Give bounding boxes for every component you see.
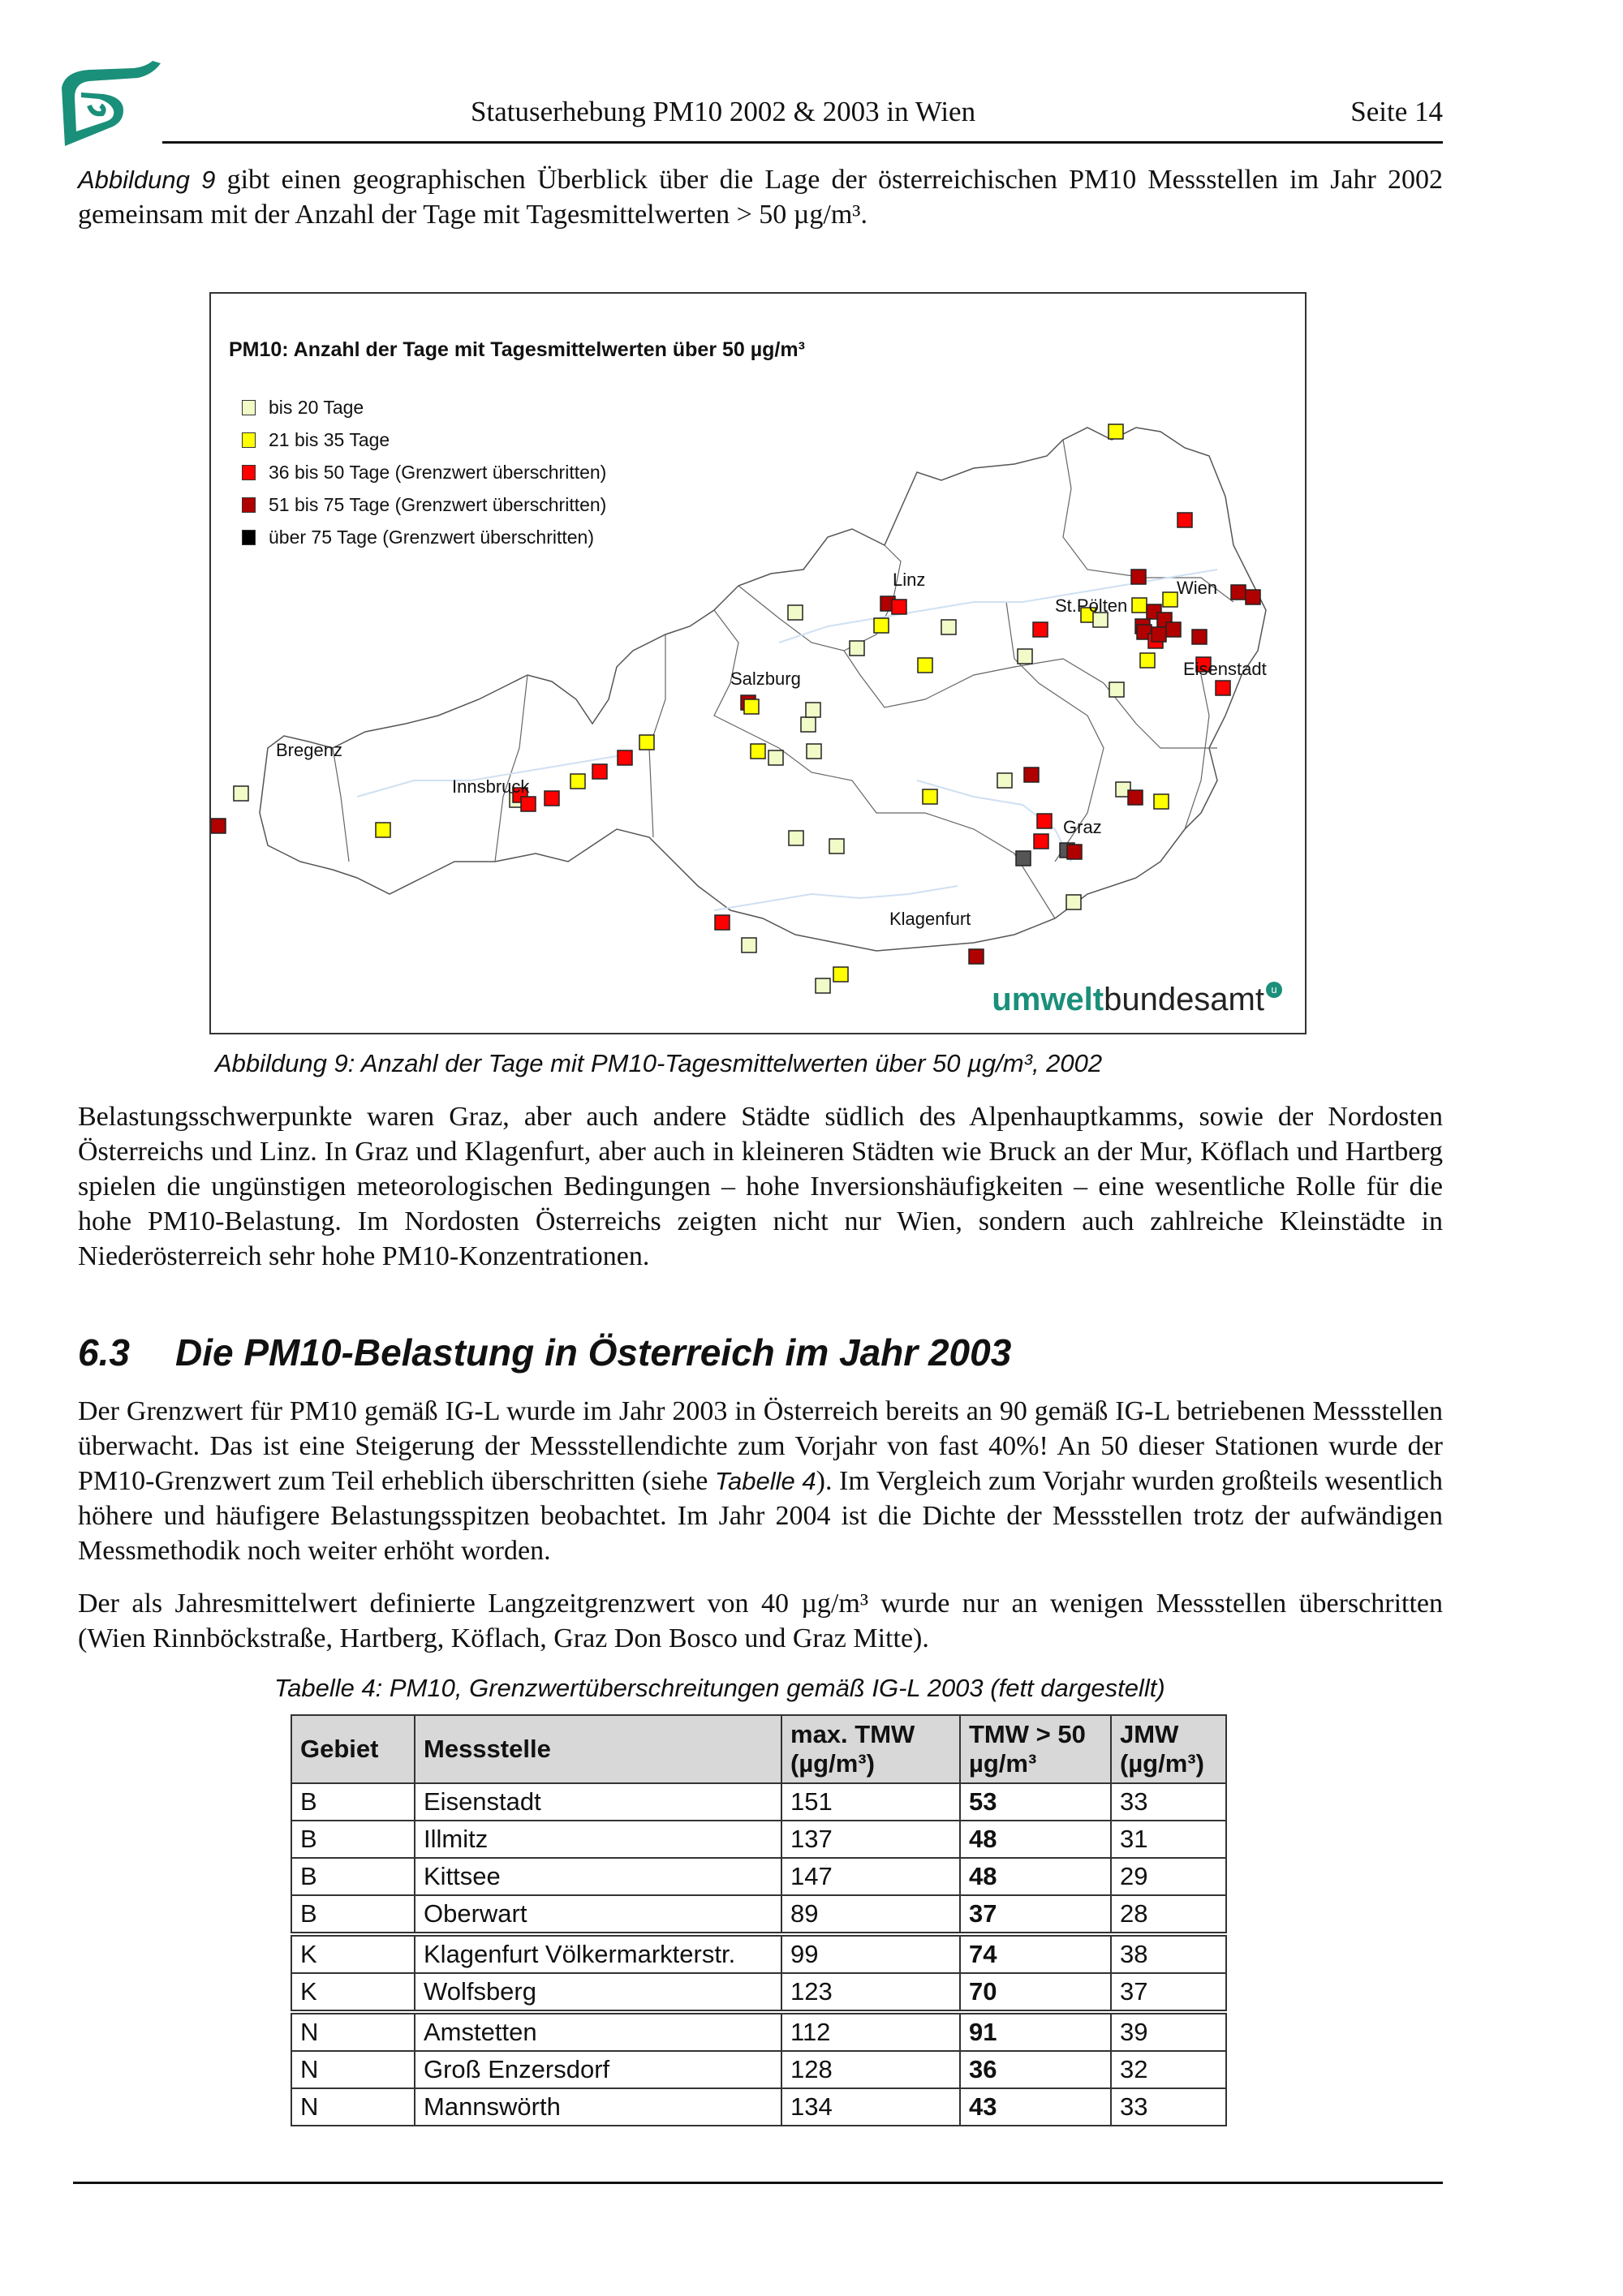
cell-max-tmw: 123: [781, 1973, 960, 2012]
city-label-salzburg: Salzburg: [730, 669, 801, 689]
station-marker: [923, 789, 937, 804]
station-marker: [874, 618, 889, 633]
table-row: [291, 1973, 1226, 2012]
section-title: Die PM10-Belastung in Österreich im Jahr 2003: [175, 1331, 1012, 1374]
station-marker: [833, 967, 848, 982]
station-marker: [376, 823, 390, 837]
cell-max-tmw: 137: [781, 1821, 960, 1858]
city-label-klagenfurt: Klagenfurt: [889, 909, 971, 929]
station-marker: [1166, 622, 1181, 637]
cell-gebiet: B: [291, 1895, 415, 1934]
cell-messstelle: Illmitz: [415, 1821, 781, 1858]
legend-label: 51 bis 75 Tage (Grenzwert überschritten): [269, 493, 607, 515]
station-marker: [570, 774, 585, 789]
cell-max-tmw: 89: [781, 1895, 960, 1934]
station-marker: [715, 915, 730, 930]
station-marker: [1033, 622, 1048, 637]
station-marker: [1154, 794, 1169, 809]
station-marker: [1152, 627, 1166, 642]
station-marker: [1018, 649, 1032, 664]
station-marker: [1016, 851, 1031, 866]
cell-jmw: 33: [1111, 2088, 1226, 2126]
cell-tmw-over-50: 43: [960, 2088, 1111, 2126]
city-label-graz: Graz: [1063, 817, 1102, 837]
column-header: Gebiet: [291, 1715, 415, 1783]
station-marker: [1216, 681, 1230, 695]
station-marker: [969, 949, 984, 964]
table-reference: Tabelle 4: [714, 1467, 816, 1495]
station-marker: [1037, 814, 1052, 828]
paragraph-3: Der als Jahresmittelwert definierte Langzeitgrenzwert von 40 µg/m³ wurde nur an wenigen Messstellen überschritten (Wien Rinnböckstraße, Hartberg, Köflach, Graz Don Bosco und Graz Mitte).: [78, 1589, 1443, 1653]
cell-jmw: 39: [1111, 2012, 1226, 2051]
station-marker: [829, 839, 844, 853]
intro-paragraph: [78, 162, 1443, 232]
section-heading: [78, 1331, 1011, 1374]
station-marker: [892, 600, 906, 614]
station-marker: [918, 658, 932, 673]
station-marker: [789, 831, 803, 845]
austria-map: [211, 294, 1308, 1036]
paragraph-1: Belastungsschwerpunkte waren Graz, aber auch andere Städte südlich des Alpenhauptkamms, sowie der Nordosten Österreichs und Linz. In Graz und Klagenfurt, aber auch in kleineren Städten wie Bruck an der Mur, Köflach und Hartberg spielen die ungünstigen meteorologischen Bedingungen – hohe Inversionshäufigkeiten – eine wesentliche Rolle für die hohe PM10-Belastung. Im Nordosten Österreichs zeigten nicht nur Wien, sondern auch zahlreiche Kleinstädte in Niederösterreich sehr hohe PM10-Konzentrationen.: [78, 1102, 1443, 1271]
station-marker: [1034, 834, 1048, 849]
cell-tmw-over-50: 36: [960, 2051, 1111, 2088]
cell-messstelle: Mannswörth: [415, 2088, 781, 2126]
cell-jmw: 33: [1111, 1783, 1226, 1821]
cell-gebiet: B: [291, 1858, 415, 1895]
cell-jmw: 32: [1111, 2051, 1226, 2088]
section-number: 6.3: [78, 1331, 130, 1374]
cell-max-tmw: 128: [781, 2051, 960, 2088]
station-marker: [1109, 682, 1124, 697]
legend-label: 21 bis 35 Tage: [269, 428, 390, 450]
station-marker: [234, 786, 248, 801]
station-marker: [806, 703, 820, 717]
cell-jmw: 29: [1111, 1858, 1226, 1895]
city-label-innsbruck: Innsbruck: [452, 776, 530, 797]
station-marker: [1109, 424, 1123, 439]
station-marker: [788, 605, 803, 620]
city-label-eisenstadt: Eisenstadt: [1183, 659, 1267, 679]
station-marker: [768, 750, 783, 765]
cell-tmw-over-50: 53: [960, 1783, 1111, 1821]
paragraph-2: [78, 1394, 1443, 1568]
cell-tmw-over-50: 37: [960, 1895, 1111, 1934]
legend-label: über 75 Tage (Grenzwert überschritten): [269, 526, 594, 548]
page-header: [162, 96, 1443, 144]
paragraph-2-text: Der Grenzwert für PM10 gemäß IG-L wurde im Jahr 2003 in Österreich bereits an 90 gemäß IG-L betriebenen Messstellen überwacht. Das ist eine Steigerung der Messstellendichte zum Vorjahr von fast 40%! An 50 dieser Stationen wurde der PM10-Grenzwert zum Teil erheblich überschritten (siehe: [78, 1396, 1443, 1496]
station-marker: [1066, 895, 1081, 909]
station-marker: [1132, 598, 1147, 613]
station-marker: [941, 620, 956, 634]
cell-tmw-over-50: 48: [960, 1858, 1111, 1895]
table-row: [291, 2051, 1226, 2088]
cell-gebiet: K: [291, 1973, 415, 2012]
cell-max-tmw: 147: [781, 1858, 960, 1895]
cell-max-tmw: 99: [781, 1934, 960, 1973]
legend-label: 36 bis 50 Tage (Grenzwert überschritten): [269, 461, 607, 483]
pm10-map-figure: [209, 292, 1307, 1034]
table-row: [291, 1783, 1226, 1821]
paragraph-2-text-end: ). Im Vergleich zum Vorjahr wurden großteils wesentlich höhere und häufigere Belastungsspitzen beobachtet. Im Jahr 2004 ist die Dichte der Messstellen trotz der aufwändigen Messmethodik noch weiter erhöht worden.: [78, 1466, 1443, 1566]
limit-exceedance-table: [291, 1714, 1227, 2126]
cell-tmw-over-50: 74: [960, 1934, 1111, 1973]
cell-tmw-over-50: 91: [960, 2012, 1111, 2051]
cell-jmw: 28: [1111, 1895, 1226, 1934]
figure-caption: Abbildung 9: Anzahl der Tage mit PM10-Tagesmittelwerten über 50 µg/m³, 2002: [215, 1049, 1103, 1077]
table-caption: Tabelle 4: PM10, Grenzwertüberschreitungen gemäß IG-L 2003 (fett dargestellt): [274, 1674, 1165, 1702]
cell-gebiet: N: [291, 2012, 415, 2051]
city-label-linz: Linz: [893, 570, 926, 590]
cell-messstelle: Kittsee: [415, 1858, 781, 1895]
station-marker: [211, 819, 226, 833]
station-marker: [997, 773, 1012, 788]
cell-tmw-over-50: 48: [960, 1821, 1111, 1858]
table-row: [291, 2088, 1226, 2126]
city-label-wien: Wien: [1177, 578, 1218, 598]
station-marker: [592, 764, 607, 779]
station-marker: [1192, 630, 1207, 644]
table-row: [291, 1821, 1226, 1858]
column-header: max. TMW (µg/m³): [781, 1715, 960, 1783]
table-row: [291, 1858, 1226, 1895]
brand-part2: bundesamt: [1104, 982, 1264, 1017]
cell-messstelle: Klagenfurt Völkermarkterstr.: [415, 1934, 781, 1973]
table-row: [291, 2012, 1226, 2051]
figure-reference: Abbildung 9: [78, 166, 216, 194]
station-marker: [751, 744, 765, 759]
intro-text: gibt einen geographischen Überblick über die Lage der österreichischen PM10 Messstellen im Jahr 2002 gemeinsam mit der Anzahl der Tage mit Tagesmittelwerten > 50 µg/m³.: [78, 165, 1444, 230]
umweltbundesamt-logo: [992, 982, 1282, 1018]
station-marker: [639, 735, 654, 750]
cell-messstelle: Wolfsberg: [415, 1973, 781, 2012]
column-header: Messstelle: [415, 1715, 781, 1783]
station-marker: [807, 744, 821, 759]
station-marker: [1246, 590, 1260, 604]
station-marker: [1067, 845, 1082, 859]
station-marker: [1024, 767, 1039, 782]
cell-gebiet: B: [291, 1783, 415, 1821]
station-marker: [744, 699, 759, 714]
station-marker: [1163, 592, 1177, 607]
table-row: [291, 1895, 1226, 1934]
map-title: PM10: Anzahl der Tage mit Tagesmittelwerten über 50 µg/m³: [229, 338, 805, 361]
city-label-bregenz: Bregenz: [276, 740, 342, 760]
station-marker: [618, 750, 632, 765]
column-header: TMW > 50 µg/m³: [960, 1715, 1111, 1783]
cell-max-tmw: 134: [781, 2088, 960, 2126]
table-header-row: [291, 1715, 1226, 1783]
cell-max-tmw: 151: [781, 1783, 960, 1821]
cell-messstelle: Oberwart: [415, 1895, 781, 1934]
cell-gebiet: K: [291, 1934, 415, 1973]
station-marker: [545, 791, 559, 806]
cell-jmw: 31: [1111, 1821, 1226, 1858]
cell-jmw: 37: [1111, 1973, 1226, 2012]
station-marker: [1128, 790, 1143, 805]
station-marker: [742, 938, 756, 952]
station-marker: [1131, 570, 1146, 584]
footer-rule: [73, 2182, 1443, 2184]
page-number: Seite 14: [1350, 96, 1443, 127]
station-marker: [1140, 653, 1155, 668]
city-label-st-poelten: St.Pölten: [1055, 595, 1128, 616]
organization-logo-icon: [57, 57, 162, 150]
column-header: JMW (µg/m³): [1111, 1715, 1226, 1783]
station-marker: [850, 641, 864, 656]
cell-gebiet: N: [291, 2088, 415, 2126]
cell-messstelle: Eisenstadt: [415, 1783, 781, 1821]
cell-messstelle: Amstetten: [415, 2012, 781, 2051]
station-marker: [801, 717, 816, 732]
cell-max-tmw: 112: [781, 2012, 960, 2051]
cell-tmw-over-50: 70: [960, 1973, 1111, 2012]
station-marker: [521, 797, 536, 811]
cell-messstelle: Groß Enzersdorf: [415, 2051, 781, 2088]
cell-jmw: 38: [1111, 1934, 1226, 1973]
cell-gebiet: B: [291, 1821, 415, 1858]
station-marker: [816, 978, 830, 993]
station-marker: [1177, 513, 1192, 527]
table-row: [291, 1934, 1226, 1973]
cell-gebiet: N: [291, 2051, 415, 2088]
station-marker: [1231, 585, 1246, 600]
legend-label: bis 20 Tage: [269, 396, 364, 418]
brand-part1: umwelt: [992, 982, 1104, 1017]
document-title: Statuserhebung PM10 2002 & 2003 in Wien: [471, 96, 976, 127]
brand-mark-icon: u: [1266, 982, 1282, 998]
